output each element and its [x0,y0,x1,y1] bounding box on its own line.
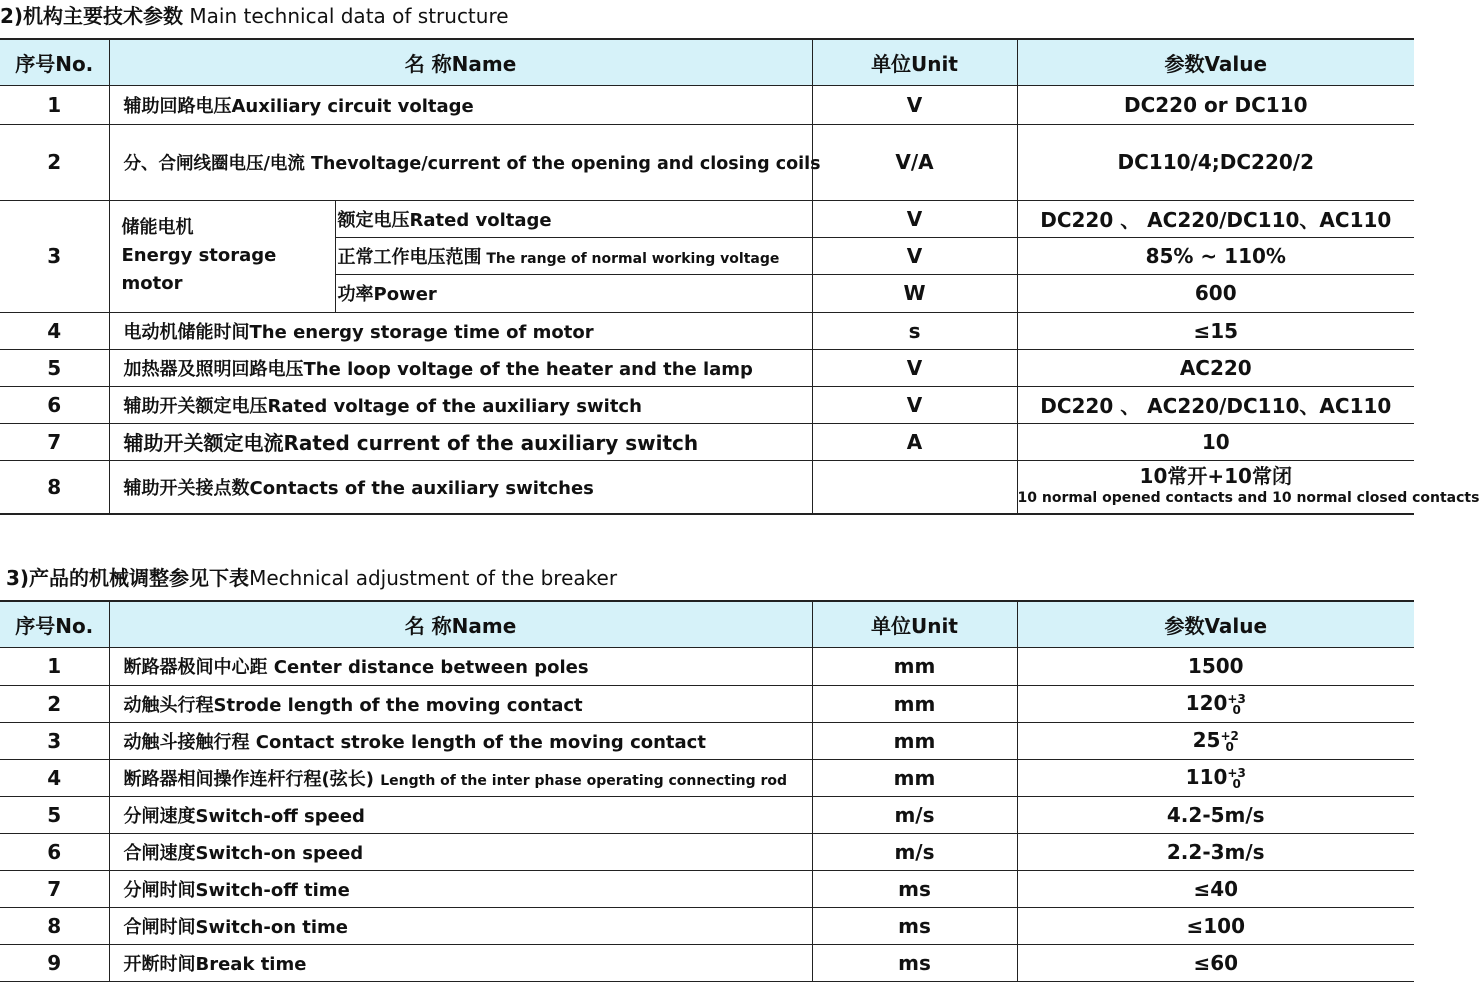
row-no: 2 [0,685,109,722]
subrow-label-en: Power [373,284,437,305]
motor-name [109,200,335,312]
header-no: 序号No. [0,601,109,647]
row-unit: V [812,349,1017,386]
row-unit: mm [812,685,1017,722]
row-name: 动触斗接触行程 Contact stroke length of the moving contact [109,722,812,759]
header-unit: 单位Unit [812,601,1017,647]
row-value: DC110/4;DC220/2 [1017,124,1414,200]
table-row [0,349,1414,386]
row-name: 辅助开关额定电流Rated current of the auxiliary switch [109,423,812,460]
row-value: 4.2-5m/s [1017,796,1414,833]
row-name: 分、合闸线圈电压/电流 Thevoltage/current of the opening and closing coils [109,124,812,200]
table-row [0,386,1414,423]
row-unit: A [812,423,1017,460]
section2-title-en: Mechnical adjustment of the breaker [249,566,618,590]
row-name: 合闸速度Switch-on speed [109,833,812,870]
row-value: 85% ~ 110% [1017,237,1414,274]
row-name: 加热器及照明回路电压The loop voltage of the heater and the lamp [109,349,812,386]
row-name: 辅助开关额定电压Rated voltage of the auxiliary switch [109,386,812,423]
subrow-label-cn: 正常工作电压范围 [337,246,482,268]
row-no: 4 [0,759,109,796]
row-no: 1 [0,85,109,124]
row-value: AC220 [1017,349,1414,386]
tolerance-lower: 0 [1225,739,1234,754]
header-name: 名 称Name [109,39,812,85]
table-row [0,833,1414,870]
row-value [1017,460,1479,514]
row-value: ≤100 [1017,907,1414,944]
table-row [0,124,1414,200]
table-row [0,85,1414,124]
row-name: 动触头行程Strode length of the moving contact [109,685,812,722]
tolerance [1227,765,1246,791]
row-value-cn: 10常开+10常闭 [1139,463,1292,488]
row-name: 辅助回路电压Auxiliary circuit voltage [109,85,812,124]
row-value [1017,759,1414,796]
value-base: 25 [1192,728,1221,753]
row-value: DC220 or DC110 [1017,85,1414,124]
row-name: 开断时间Break time [109,944,812,981]
table-row [0,870,1414,907]
row-value: ≤15 [1017,312,1414,349]
subrow-label-en: The range of normal working voltage [481,250,780,267]
row-no: 8 [0,460,109,514]
header-value: 参数Value [1017,601,1414,647]
row-value: 10 [1017,423,1414,460]
row-no: 4 [0,312,109,349]
row-unit: V [812,237,1017,274]
motor-name-en: Energy storage motor [121,245,277,294]
row-no: 3 [0,200,109,312]
row-name [109,759,812,796]
row-value-en: 10 normal opened contacts and 10 normal closed contacts [1017,489,1479,506]
row-value: ≤60 [1017,944,1414,981]
section1-title [0,0,509,29]
section2-title [6,562,617,591]
row-value: 2.2-3m/s [1017,833,1414,870]
section2-title-cn: 3)产品的机械调整参见下表 [6,566,250,590]
row-unit [812,460,1017,514]
subrow-label [335,200,812,237]
tolerance-lower: 0 [1232,776,1241,791]
header-value: 参数Value [1017,39,1414,85]
row-unit: ms [812,907,1017,944]
row-name: 断路器极间中心距 Center distance between poles [109,647,812,685]
value-base: 120 [1185,691,1228,716]
row-name: 电动机储能时间The energy storage time of motor [109,312,812,349]
row-unit: m/s [812,833,1017,870]
row-unit: W [812,274,1017,312]
header-unit: 单位Unit [812,39,1017,85]
row-unit: mm [812,759,1017,796]
row-no: 7 [0,423,109,460]
section1-title-cn: 2)机构主要技术参数 [0,4,184,28]
tolerance-upper: +3 [1227,691,1246,706]
row-value: DC220 、 AC220/DC110、AC110 [1017,200,1414,237]
table-row [0,685,1414,722]
row-unit: ms [812,944,1017,981]
table-row [0,944,1414,981]
technical-data-table [0,38,1479,515]
section1-title-en: Main technical data of structure [183,4,509,28]
tolerance-upper: +2 [1220,728,1239,743]
subrow-label [335,274,812,312]
row-value [1017,685,1414,722]
row-unit: mm [812,647,1017,685]
subrow-label-cn: 功率 [337,284,374,305]
table-row [0,796,1414,833]
row-unit: mm [812,722,1017,759]
row-value: ≤40 [1017,870,1414,907]
header-no: 序号No. [0,39,109,85]
row-no: 5 [0,349,109,386]
row-no: 5 [0,796,109,833]
table-row [0,722,1414,759]
row-no: 8 [0,907,109,944]
motor-name-cn: 储能电机 [121,217,194,238]
row-no: 6 [0,833,109,870]
row-name: 分闸速度Switch-off speed [109,796,812,833]
row-value [1017,722,1414,759]
row-value: 1500 [1017,647,1414,685]
tolerance-lower: 0 [1232,702,1241,717]
table-row [0,647,1414,685]
row-no: 3 [0,722,109,759]
row-no: 2 [0,124,109,200]
row-name-en: Length of the inter phase operating connecting rod [380,772,788,789]
row-unit: s [812,312,1017,349]
row-unit: ms [812,870,1017,907]
table-row [0,759,1414,796]
row-unit: V [812,386,1017,423]
table-row [0,423,1414,460]
row-unit: m/s [812,796,1017,833]
row-name: 辅助开关接点数Contacts of the auxiliary switches [109,460,812,514]
row-name: 分闸时间Switch-off time [109,870,812,907]
value-base: 110 [1185,765,1228,790]
row-unit: V [812,200,1017,237]
row-value: 600 [1017,274,1414,312]
row-no: 1 [0,647,109,685]
subrow-label [335,237,812,274]
row-unit: V [812,85,1017,124]
header-row [0,39,1414,85]
table-row [0,312,1414,349]
subrow-label-cn: 额定电压 [337,209,410,231]
table-row [0,907,1414,944]
row-name-cn: 断路器相间操作连杆行程(弦长) [123,768,381,790]
tolerance [1227,691,1246,717]
row-unit: V/A [812,124,1017,200]
table-row [0,460,1414,514]
row-no: 9 [0,944,109,981]
tolerance-upper: +3 [1227,765,1246,780]
row-value: DC220 、 AC220/DC110、AC110 [1017,386,1414,423]
mechanical-adjustment-table [0,600,1414,982]
row-name: 合闸时间Switch-on time [109,907,812,944]
header-row [0,601,1414,647]
table-row [0,200,1414,237]
row-no: 7 [0,870,109,907]
row-no: 6 [0,386,109,423]
header-name: 名 称Name [109,601,812,647]
subrow-label-en: Rated voltage [409,209,552,231]
tolerance [1220,728,1239,754]
